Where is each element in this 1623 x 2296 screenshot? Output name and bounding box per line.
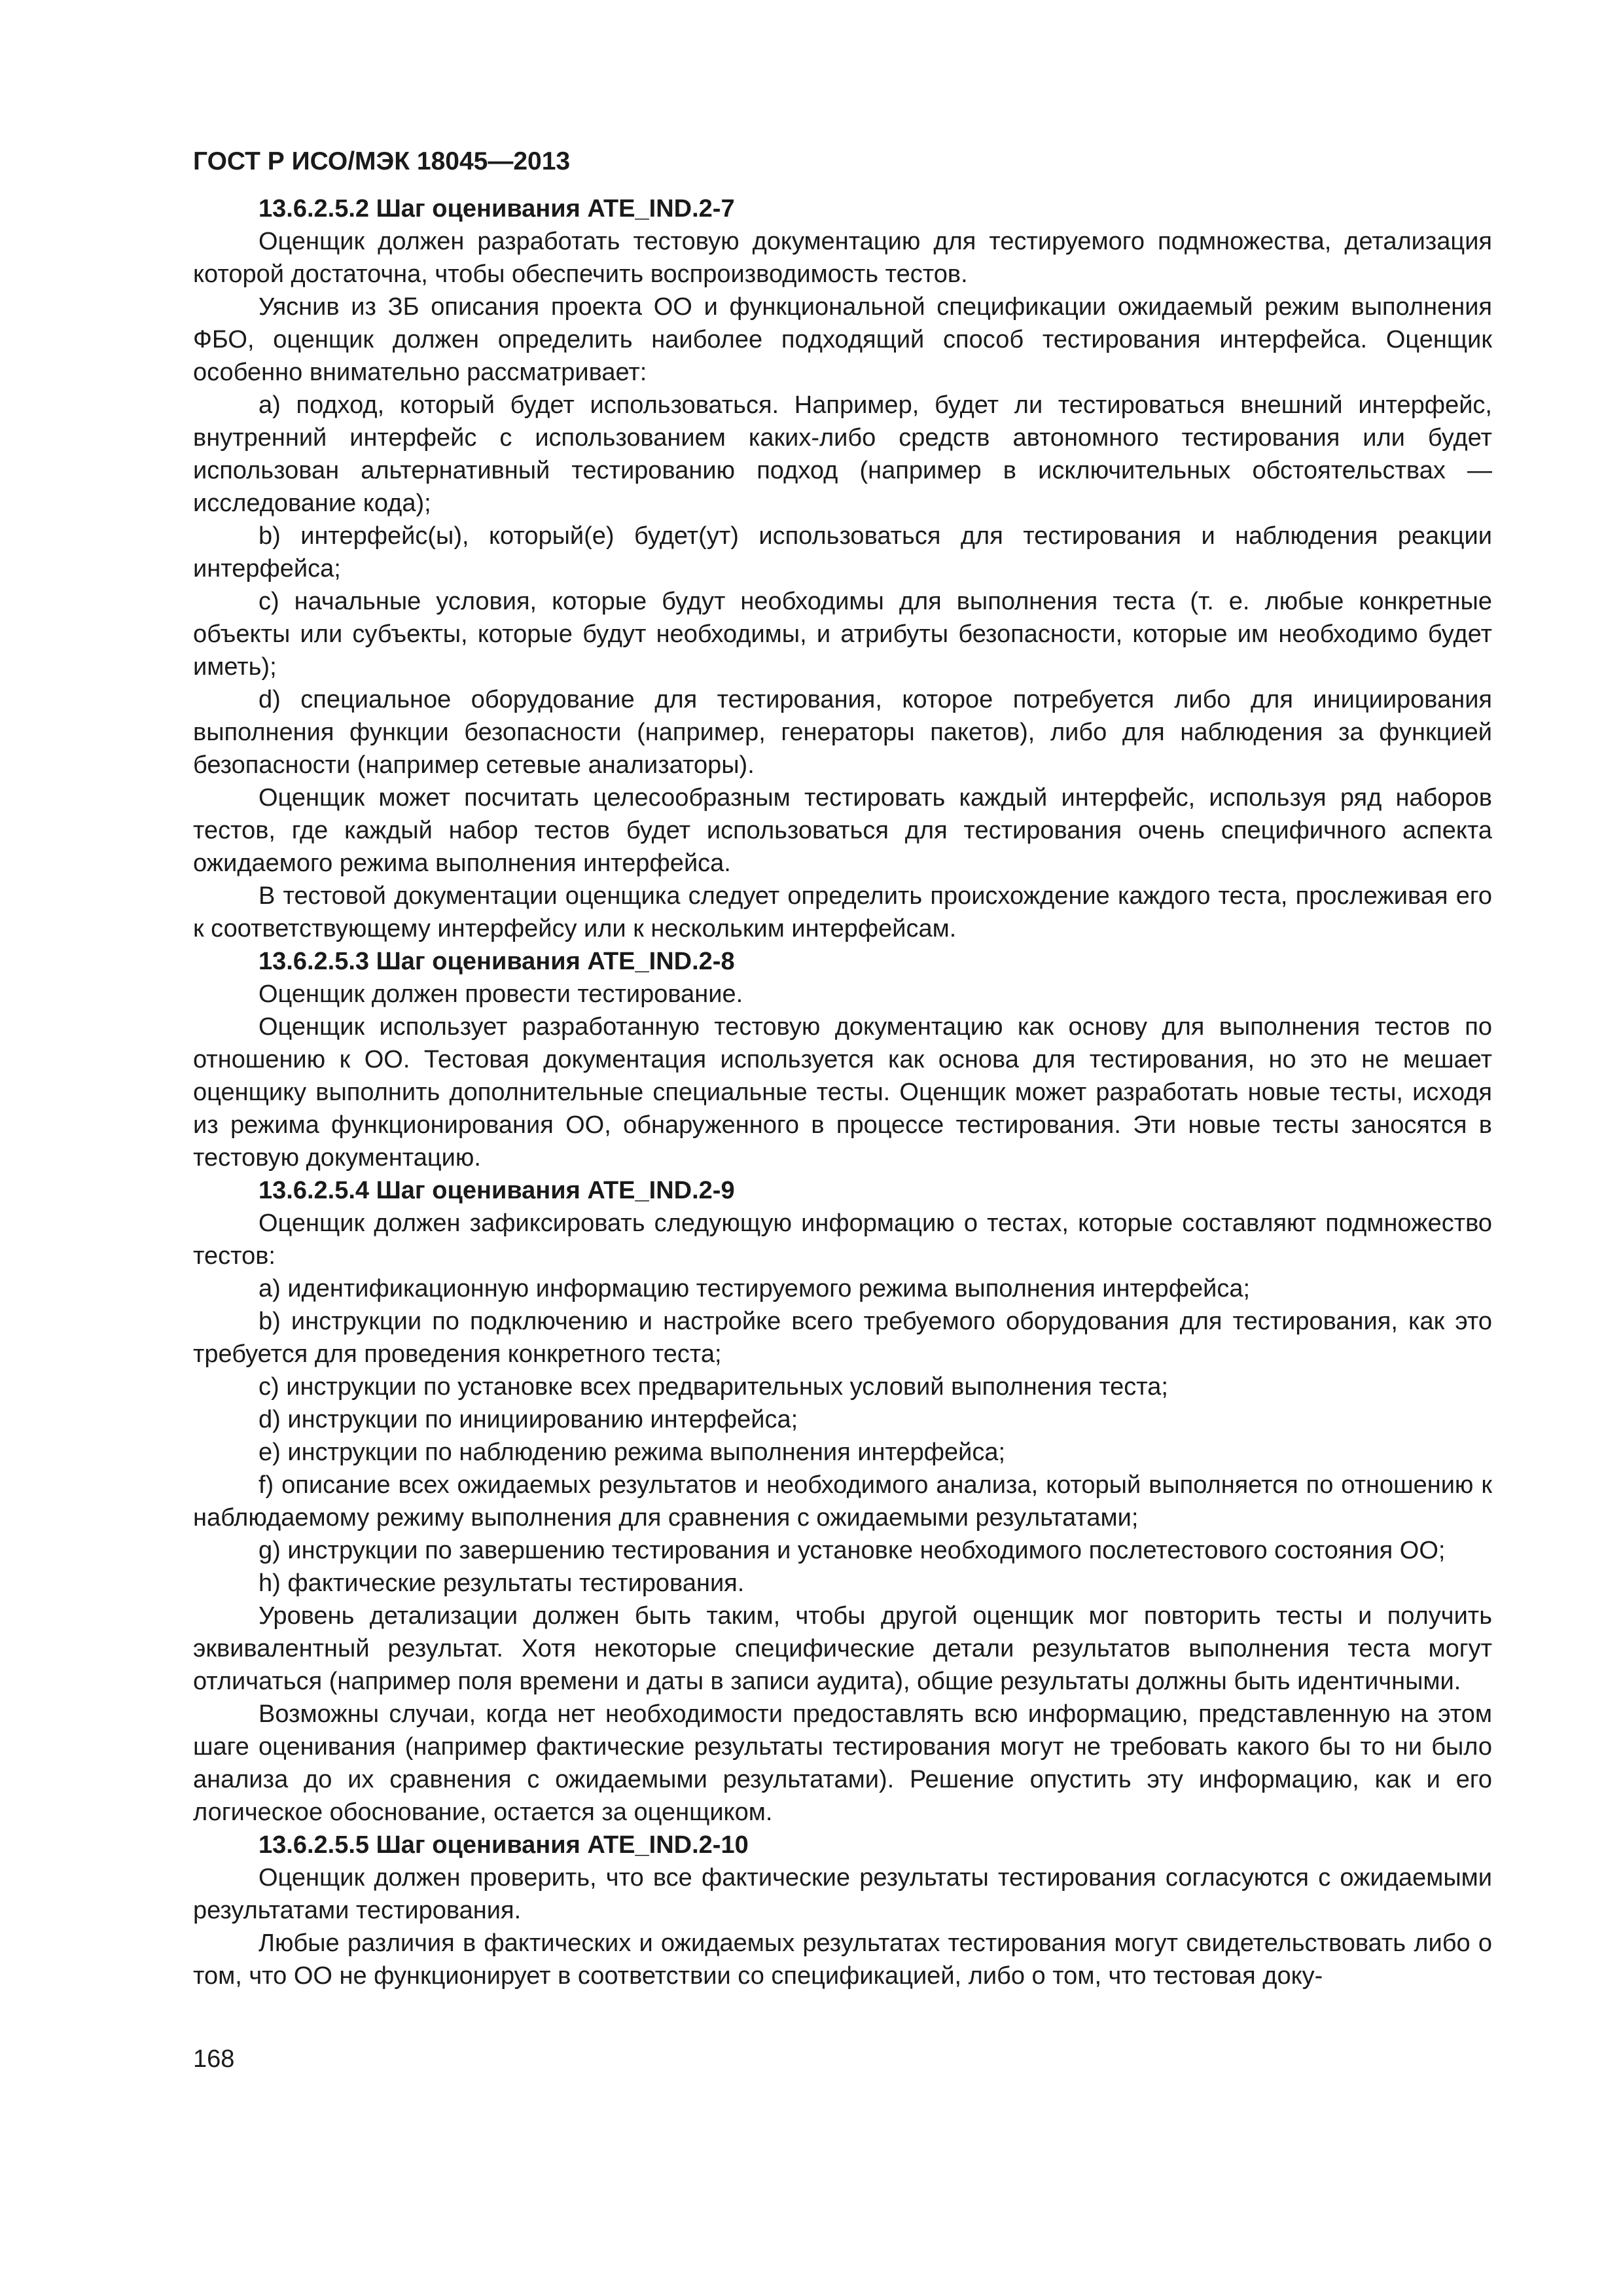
paragraph: Оценщик должен зафиксировать следующую информацию о тестах, которые составляют подмножество тестов: — [193, 1210, 1492, 1270]
paragraph: Оценщик должен разработать тестовую документацию для тестируемого подмножества, детализация которой достаточна, чтобы обеспечить воспроизводимость тестов. — [193, 228, 1492, 288]
section-ate-ind-2-9 — [193, 1174, 1492, 1829]
list-item: d) специальное оборудование для тестирования, которое потребуется либо для инициирования выполнения функции безопасности (например, генераторы пакетов), либо для наблюдения за функцией безопасности (например сетевые анализаторы). — [193, 686, 1492, 779]
section-heading: 13.6.2.5.4 Шаг оценивания ATE_IND.2-9 — [259, 1177, 735, 1204]
document-page — [193, 145, 1492, 1992]
section-heading: 13.6.2.5.3 Шаг оценивания ATE_IND.2-8 — [259, 948, 735, 975]
paragraph: В тестовой документации оценщика следует определить происхождение каждого теста, прослеживая его к соответствующему интерфейсу или к нескольким интерфейсам. — [193, 882, 1492, 942]
paragraph: Оценщик должен проверить, что все фактические результаты тестирования согласуются с ожидаемыми результатами тестирования. — [193, 1864, 1492, 1924]
list-item: b) инструкции по подключению и настройке всего требуемого оборудования для тестирования, как это требуется для проведения конкретного теста; — [193, 1308, 1492, 1368]
list-item: b) интерфейс(ы), который(е) будет(ут) использоваться для тестирования и наблюдения реакции интерфейса; — [193, 522, 1492, 583]
paragraph: Любые различия в фактических и ожидаемых результатах тестирования могут свидетельствовать либо о том, что ОО не функционирует в соответствии со спецификацией, либо о том, что тестовая доку- — [193, 1929, 1492, 1990]
paragraph: Оценщик может посчитать целесообразным тестировать каждый интерфейс, используя ряд наборов тестов, где каждый набор тестов будет использоваться для тестирования очень специфичного аспекта ожидаемого режима выполнения интерфейса. — [193, 784, 1492, 877]
list-item: f) описание всех ожидаемых результатов и необходимого анализа, который выполняется по отношению к наблюдаемому режиму выполнения для сравнения с ожидаемыми результатами; — [193, 1471, 1492, 1532]
section-heading: 13.6.2.5.5 Шаг оценивания ATE_IND.2-10 — [259, 1831, 749, 1859]
section-ate-ind-2-10 — [193, 1829, 1492, 1992]
section-ate-ind-2-8 — [193, 945, 1492, 1174]
list-item: g) инструкции по завершению тестирования и установке необходимого послетестового состояния ОО; — [259, 1537, 1446, 1564]
list-item: c) инструкции по установке всех предварительных условий выполнения теста; — [259, 1373, 1168, 1401]
page-number: 168 — [193, 2045, 235, 2073]
list-item: d) инструкции по инициированию интерфейса; — [259, 1406, 798, 1433]
list-item: a) идентификационную информацию тестируемого режима выполнения интерфейса; — [259, 1275, 1251, 1302]
list-item: e) инструкции по наблюдению режима выполнения интерфейса; — [259, 1439, 1006, 1466]
list-item: h) фактические результаты тестирования. — [259, 1570, 745, 1597]
paragraph: Оценщик должен провести тестирование. — [259, 980, 743, 1008]
paragraph: Оценщик использует разработанную тестовую документацию как основу для выполнения тестов по отношению к ОО. Тестовая документация используется как основа для тестирования, но это не мешает оценщику выполнить дополнительные специальные тесты. Оценщик может разработать новые тесты, исходя из режима функционирования ОО, обнаруженного в процессе тестирования. Эти новые тесты заносятся в тестовую документацию. — [193, 1013, 1492, 1172]
paragraph: Уровень детализации должен быть таким, чтобы другой оценщик мог повторить тесты и получить эквивалентный результат. Хотя некоторые специфические детали результатов выполнения теста могут отличаться (например поля времени и даты в записи аудита), общие результаты должны быть идентичными. — [193, 1602, 1492, 1695]
section-heading: 13.6.2.5.2 Шаг оценивания ATE_IND.2-7 — [259, 195, 735, 223]
list-item: c) начальные условия, которые будут необходимы для выполнения теста (т. е. любые конкретные объекты или субъекты, которые будут необходимы, и атрибуты безопасности, которые им необходимо будет иметь); — [193, 588, 1492, 681]
list-item: a) подход, который будет использоваться. Например, будет ли тестироваться внешний интерфейс, внутренний интерфейс с использованием каких-либо средств автономного тестирования или будет использован альтернативный тестированию подход (например в исключительных обстоятельствах — исследование кода); — [193, 391, 1492, 517]
section-ate-ind-2-7 — [193, 192, 1492, 945]
document-header: ГОСТ Р ИСО/МЭК 18045—2013 — [193, 147, 571, 175]
paragraph: Уяснив из ЗБ описания проекта ОО и функциональной спецификации ожидаемый режим выполнения ФБО, оценщик должен определить наиболее подходящий способ тестирования интерфейса. Оценщик особенно внимательно рассматривает: — [193, 293, 1492, 386]
paragraph: Возможны случаи, когда нет необходимости предоставлять всю информацию, представленную на этом шаге оценивания (например фактические результаты тестирования могут не требовать какого бы то ни было анализа до их сравнения с ожидаемыми результатами). Решение опустить эту информацию, как и его логическое обоснование, остается за оценщиком. — [193, 1700, 1492, 1826]
